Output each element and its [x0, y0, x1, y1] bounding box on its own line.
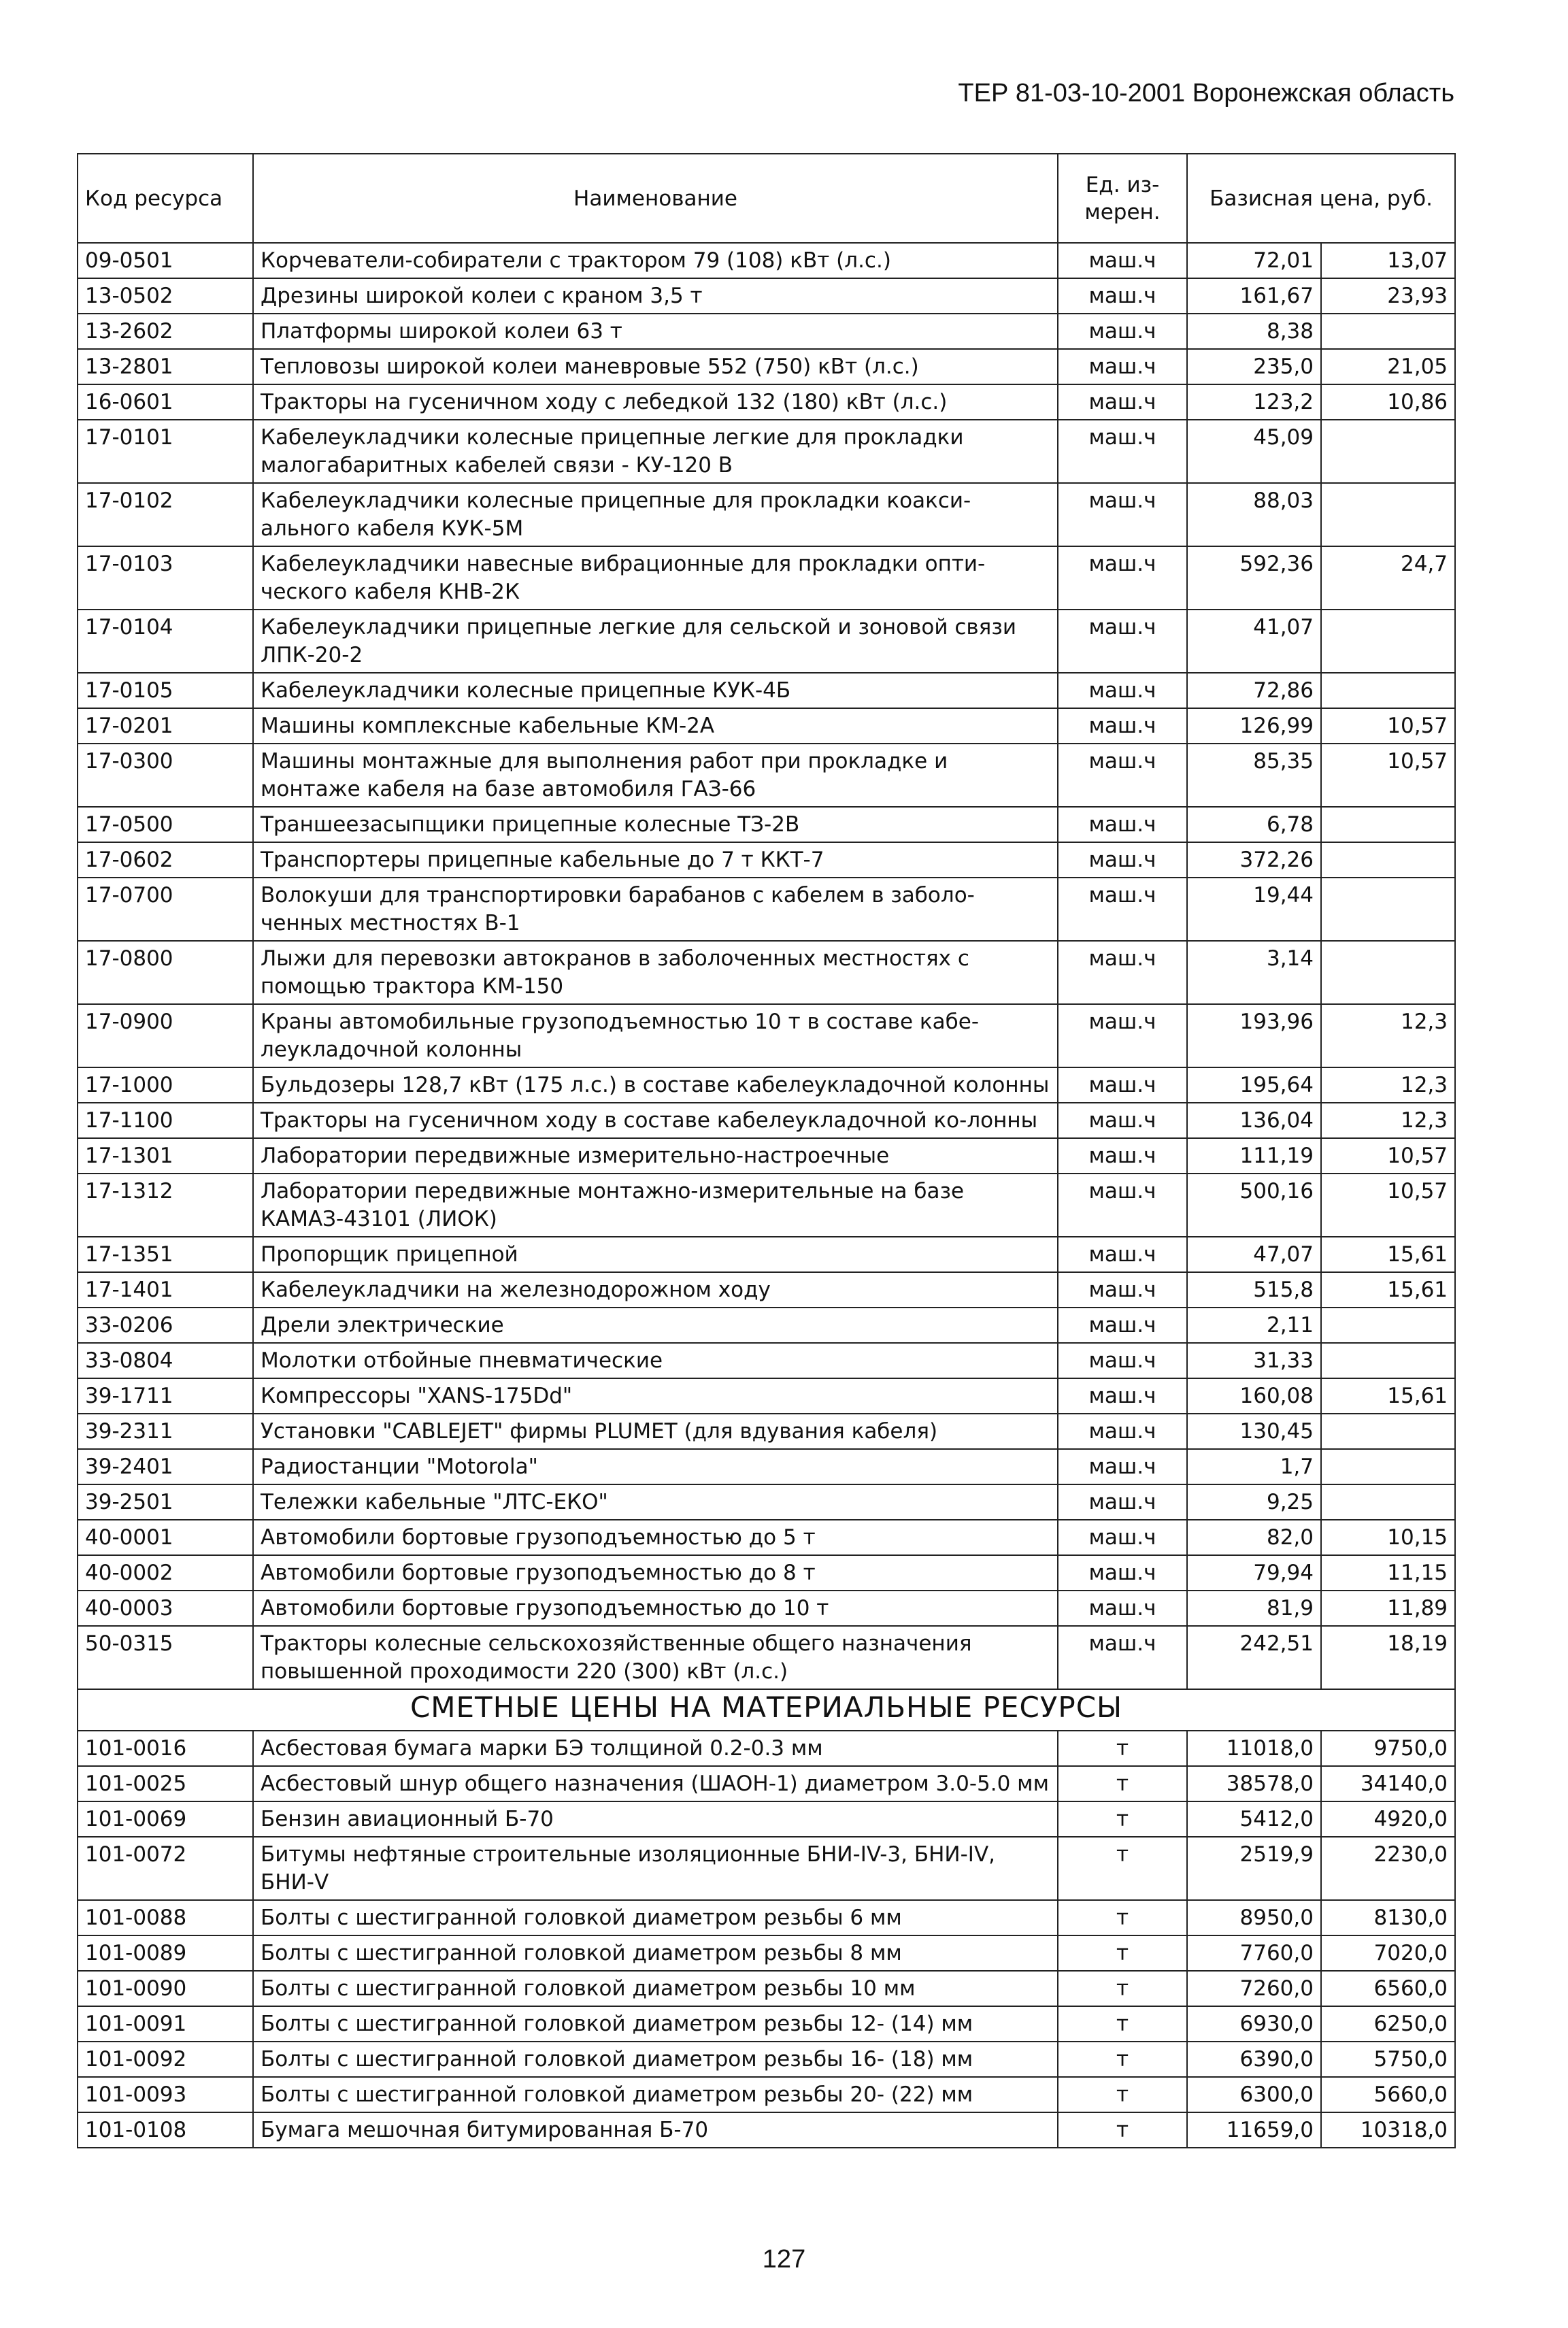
price-wage-cell: 24,7	[1321, 546, 1455, 610]
resource-code-cell: 17-1351	[78, 1237, 253, 1272]
price-wage-cell	[1321, 1484, 1455, 1520]
resource-name-cell: Кабелеукладчики колесные прицепные КУК-4Б	[253, 673, 1058, 708]
price-cell: 6930,0	[1187, 2006, 1321, 2042]
unit-cell: маш.ч	[1058, 243, 1187, 278]
price-cell: 500,16	[1187, 1174, 1321, 1237]
resource-code-cell: 40-0001	[78, 1520, 253, 1555]
table-row	[78, 610, 1455, 673]
unit-cell: маш.ч	[1058, 842, 1187, 878]
resource-code-cell: 33-0206	[78, 1308, 253, 1343]
resource-code-cell: 39-2401	[78, 1449, 253, 1484]
price-cell: 193,96	[1187, 1004, 1321, 1067]
price-cell: 8950,0	[1187, 1900, 1321, 1935]
resource-name-cell: Дрезины широкой колеи с краном 3,5 т	[253, 278, 1058, 314]
price-cell: 85,35	[1187, 744, 1321, 807]
table-row	[78, 349, 1455, 384]
resource-code-cell: 17-0105	[78, 673, 253, 708]
price-cell: 11659,0	[1187, 2112, 1321, 2148]
unit-cell: маш.ч	[1058, 1103, 1187, 1138]
resource-name-cell: Тележки кабельные "ЛТС-ЕКО"	[253, 1484, 1058, 1520]
unit-cell: т	[1058, 2112, 1187, 2148]
table-row	[78, 1378, 1455, 1414]
price-wage-cell: 13,07	[1321, 243, 1455, 278]
resource-name-cell: Молотки отбойные пневматические	[253, 1343, 1058, 1378]
resource-name-cell: Корчеватели-собиратели с трактором 79 (108) кВт (л.с.)	[253, 243, 1058, 278]
price-wage-cell: 12,3	[1321, 1103, 1455, 1138]
price-wage-cell	[1321, 1308, 1455, 1343]
resource-name-cell: Кабелеукладчики колесные прицепные легкие для прокладки малогабаритных кабелей связи - КУ-120 В	[253, 420, 1058, 483]
price-wage-cell: 10,57	[1321, 744, 1455, 807]
table-row	[78, 1935, 1455, 1971]
price-wage-cell: 10,57	[1321, 708, 1455, 744]
table-row	[78, 1801, 1455, 1837]
price-wage-cell: 5660,0	[1321, 2077, 1455, 2112]
resource-code-cell: 17-0602	[78, 842, 253, 878]
price-wage-cell: 10,86	[1321, 384, 1455, 420]
table-row	[78, 2006, 1455, 2042]
resource-name-cell: Компрессоры "XANS-175Dd"	[253, 1378, 1058, 1414]
section-title: СМЕТНЫЕ ЦЕНЫ НА МАТЕРИАЛЬНЫЕ РЕСУРСЫ	[78, 1689, 1455, 1731]
table-row	[78, 941, 1455, 1004]
unit-cell: т	[1058, 2042, 1187, 2077]
section-row	[78, 1689, 1455, 1731]
price-cell: 5412,0	[1187, 1801, 1321, 1837]
resource-name-cell: Кабелеукладчики колесные прицепные для прокладки коакси-ального кабеля КУК-5М	[253, 483, 1058, 546]
price-cell: 88,03	[1187, 483, 1321, 546]
price-wage-cell	[1321, 1449, 1455, 1484]
resource-name-cell: Кабелеукладчики навесные вибрационные для прокладки опти-ческого кабеля КНВ-2К	[253, 546, 1058, 610]
price-wage-cell: 10318,0	[1321, 2112, 1455, 2148]
price-cell: 2,11	[1187, 1308, 1321, 1343]
price-wage-cell: 8130,0	[1321, 1900, 1455, 1935]
unit-cell: маш.ч	[1058, 1626, 1187, 1689]
resource-code-cell: 16-0601	[78, 384, 253, 420]
price-cell: 19,44	[1187, 878, 1321, 941]
resource-code-cell: 17-0700	[78, 878, 253, 941]
price-wage-cell	[1321, 420, 1455, 483]
price-cell: 41,07	[1187, 610, 1321, 673]
table-row	[78, 1103, 1455, 1138]
price-wage-cell: 12,3	[1321, 1004, 1455, 1067]
price-cell: 82,0	[1187, 1520, 1321, 1555]
price-cell: 3,14	[1187, 941, 1321, 1004]
table-row	[78, 807, 1455, 842]
table-row	[78, 1555, 1455, 1591]
resource-name-cell: Болты с шестигранной головкой диаметром резьбы 12- (14) мм	[253, 2006, 1058, 2042]
price-wage-cell: 18,19	[1321, 1626, 1455, 1689]
price-cell: 8,38	[1187, 314, 1321, 349]
table-row	[78, 842, 1455, 878]
unit-cell: т	[1058, 1837, 1187, 1900]
price-wage-cell	[1321, 1414, 1455, 1449]
resource-code-cell: 40-0002	[78, 1555, 253, 1591]
price-cell: 130,45	[1187, 1414, 1321, 1449]
resource-name-cell: Болты с шестигранной головкой диаметром резьбы 20- (22) мм	[253, 2077, 1058, 2112]
price-wage-cell: 10,57	[1321, 1174, 1455, 1237]
unit-cell: маш.ч	[1058, 1237, 1187, 1272]
unit-cell: маш.ч	[1058, 349, 1187, 384]
column-header-price: Базисная цена, руб.	[1187, 154, 1455, 243]
table-row	[78, 243, 1455, 278]
unit-cell: маш.ч	[1058, 1378, 1187, 1414]
resource-name-cell: Автомобили бортовые грузоподъемностью до 8 т	[253, 1555, 1058, 1591]
price-cell: 6390,0	[1187, 2042, 1321, 2077]
price-cell: 45,09	[1187, 420, 1321, 483]
resource-name-cell: Бумага мешочная битумированная Б-70	[253, 2112, 1058, 2148]
table-row	[78, 1971, 1455, 2006]
column-header-name: Наименование	[253, 154, 1058, 243]
table-row	[78, 1237, 1455, 1272]
resource-code-cell: 17-0201	[78, 708, 253, 744]
table-row	[78, 1449, 1455, 1484]
price-wage-cell	[1321, 483, 1455, 546]
price-cell: 79,94	[1187, 1555, 1321, 1591]
unit-cell: маш.ч	[1058, 546, 1187, 610]
resource-code-cell: 39-2311	[78, 1414, 253, 1449]
resource-name-cell: Тракторы на гусеничном ходу в составе кабелеукладочной ко-лонны	[253, 1103, 1058, 1138]
price-cell: 72,86	[1187, 673, 1321, 708]
price-cell: 515,8	[1187, 1272, 1321, 1308]
document-header: ТЕР 81-03-10-2001 Воронежская область	[958, 79, 1454, 107]
price-wage-cell: 12,3	[1321, 1067, 1455, 1103]
price-cell: 38578,0	[1187, 1766, 1321, 1801]
resource-code-cell: 101-0025	[78, 1766, 253, 1801]
unit-cell: т	[1058, 1801, 1187, 1837]
resource-code-cell: 17-0500	[78, 807, 253, 842]
unit-cell: маш.ч	[1058, 278, 1187, 314]
resource-name-cell: Тракторы колесные сельскохозяйственные общего назначения повышенной проходимости 220 (300) кВт (л.с.)	[253, 1626, 1058, 1689]
table-row	[78, 1004, 1455, 1067]
unit-cell: маш.ч	[1058, 1067, 1187, 1103]
table-row	[78, 483, 1455, 546]
price-wage-cell: 23,93	[1321, 278, 1455, 314]
price-wage-cell	[1321, 1343, 1455, 1378]
table-row	[78, 744, 1455, 807]
page-number: 127	[762, 2245, 806, 2274]
unit-cell: т	[1058, 1935, 1187, 1971]
price-cell: 1,7	[1187, 1449, 1321, 1484]
price-cell: 6,78	[1187, 807, 1321, 842]
resource-code-cell: 17-1100	[78, 1103, 253, 1138]
price-wage-cell: 21,05	[1321, 349, 1455, 384]
price-wage-cell: 6250,0	[1321, 2006, 1455, 2042]
resource-code-cell: 17-1312	[78, 1174, 253, 1237]
table-row	[78, 1272, 1455, 1308]
price-cell: 111,19	[1187, 1138, 1321, 1174]
resource-name-cell: Платформы широкой колеи 63 т	[253, 314, 1058, 349]
resource-name-cell: Асбестовая бумага марки БЭ толщиной 0.2-0.3 мм	[253, 1731, 1058, 1766]
unit-cell: маш.ч	[1058, 1343, 1187, 1378]
unit-cell: маш.ч	[1058, 1138, 1187, 1174]
table-row	[78, 1067, 1455, 1103]
unit-cell: маш.ч	[1058, 1414, 1187, 1449]
price-wage-cell: 11,89	[1321, 1591, 1455, 1626]
resource-code-cell: 17-0102	[78, 483, 253, 546]
resource-name-cell: Лаборатории передвижные монтажно-измерительные на базе КАМАЗ-43101 (ЛИОК)	[253, 1174, 1058, 1237]
resource-code-cell: 101-0072	[78, 1837, 253, 1900]
resource-code-cell: 17-0101	[78, 420, 253, 483]
unit-cell: маш.ч	[1058, 1520, 1187, 1555]
resource-name-cell: Лаборатории передвижные измерительно-настроечные	[253, 1138, 1058, 1174]
price-cell: 235,0	[1187, 349, 1321, 384]
price-cell: 31,33	[1187, 1343, 1321, 1378]
column-header-code: Код ресурса	[78, 154, 253, 243]
table-row	[78, 1343, 1455, 1378]
unit-cell: т	[1058, 2006, 1187, 2042]
resource-code-cell: 101-0092	[78, 2042, 253, 2077]
resource-name-cell: Болты с шестигранной головкой диаметром резьбы 6 мм	[253, 1900, 1058, 1935]
price-wage-cell	[1321, 314, 1455, 349]
resource-name-cell: Волокуши для транспортировки барабанов с кабелем в заболо-ченных местностях В-1	[253, 878, 1058, 941]
unit-cell: маш.ч	[1058, 807, 1187, 842]
resource-name-cell: Асбестовый шнур общего назначения (ШАОН-1) диаметром 3.0-5.0 мм	[253, 1766, 1058, 1801]
resource-name-cell: Болты с шестигранной головкой диаметром резьбы 10 мм	[253, 1971, 1058, 2006]
table-row	[78, 673, 1455, 708]
resource-code-cell: 50-0315	[78, 1626, 253, 1689]
resource-code-cell: 39-2501	[78, 1484, 253, 1520]
unit-cell: т	[1058, 1971, 1187, 2006]
table-row	[78, 2042, 1455, 2077]
price-cell: 126,99	[1187, 708, 1321, 744]
unit-cell: маш.ч	[1058, 878, 1187, 941]
resource-code-cell: 101-0016	[78, 1731, 253, 1766]
unit-cell: маш.ч	[1058, 610, 1187, 673]
table-row	[78, 546, 1455, 610]
unit-cell: т	[1058, 1766, 1187, 1801]
price-wage-cell: 15,61	[1321, 1378, 1455, 1414]
unit-cell: маш.ч	[1058, 1004, 1187, 1067]
unit-cell: маш.ч	[1058, 744, 1187, 807]
resource-name-cell: Автомобили бортовые грузоподъемностью до 5 т	[253, 1520, 1058, 1555]
price-cell: 11018,0	[1187, 1731, 1321, 1766]
price-cell: 136,04	[1187, 1103, 1321, 1138]
resource-code-cell: 40-0003	[78, 1591, 253, 1626]
resource-code-cell: 13-0502	[78, 278, 253, 314]
unit-cell: маш.ч	[1058, 1555, 1187, 1591]
resource-code-cell: 101-0093	[78, 2077, 253, 2112]
price-wage-cell: 10,57	[1321, 1138, 1455, 1174]
resource-code-cell: 101-0091	[78, 2006, 253, 2042]
table-row	[78, 708, 1455, 744]
resource-name-cell: Автомобили бортовые грузоподъемностью до 10 т	[253, 1591, 1058, 1626]
price-cell: 195,64	[1187, 1067, 1321, 1103]
resource-name-cell: Лыжи для перевозки автокранов в заболоченных местностях с помощью трактора КМ-150	[253, 941, 1058, 1004]
resource-code-cell: 13-2801	[78, 349, 253, 384]
resource-code-cell: 101-0108	[78, 2112, 253, 2148]
resource-code-cell: 33-0804	[78, 1343, 253, 1378]
price-cell: 47,07	[1187, 1237, 1321, 1272]
price-wage-cell	[1321, 842, 1455, 878]
table-row	[78, 1520, 1455, 1555]
resource-code-cell: 13-2602	[78, 314, 253, 349]
price-cell: 7260,0	[1187, 1971, 1321, 2006]
price-cell: 6300,0	[1187, 2077, 1321, 2112]
table-row	[78, 1174, 1455, 1237]
table-row	[78, 1484, 1455, 1520]
unit-cell: маш.ч	[1058, 420, 1187, 483]
unit-cell: маш.ч	[1058, 1174, 1187, 1237]
price-cell: 7760,0	[1187, 1935, 1321, 1971]
resource-name-cell: Траншеезасыпщики прицепные колесные ТЗ-2В	[253, 807, 1058, 842]
resource-name-cell: Пропорщик прицепной	[253, 1237, 1058, 1272]
resource-code-cell: 17-0900	[78, 1004, 253, 1067]
resource-name-cell: Радиостанции "Motorola"	[253, 1449, 1058, 1484]
price-wage-cell: 5750,0	[1321, 2042, 1455, 2077]
table-row	[78, 420, 1455, 483]
resource-code-cell: 17-1000	[78, 1067, 253, 1103]
table-header-row	[78, 154, 1455, 243]
table-row	[78, 1138, 1455, 1174]
table-row	[78, 278, 1455, 314]
price-cell: 2519,9	[1187, 1837, 1321, 1900]
price-cell: 592,36	[1187, 546, 1321, 610]
resource-name-cell: Болты с шестигранной головкой диаметром резьбы 8 мм	[253, 1935, 1058, 1971]
unit-cell: маш.ч	[1058, 708, 1187, 744]
resource-code-cell: 17-0103	[78, 546, 253, 610]
resource-name-cell: Дрели электрические	[253, 1308, 1058, 1343]
price-table	[77, 153, 1456, 2148]
unit-cell: маш.ч	[1058, 314, 1187, 349]
price-cell: 160,08	[1187, 1378, 1321, 1414]
unit-cell: т	[1058, 1900, 1187, 1935]
unit-cell: маш.ч	[1058, 1449, 1187, 1484]
resource-code-cell: 101-0069	[78, 1801, 253, 1837]
price-cell: 81,9	[1187, 1591, 1321, 1626]
table-row	[78, 1900, 1455, 1935]
price-cell: 161,67	[1187, 278, 1321, 314]
resource-name-cell: Болты с шестигранной головкой диаметром резьбы 16- (18) мм	[253, 2042, 1058, 2077]
resource-name-cell: Бензин авиационный Б-70	[253, 1801, 1058, 1837]
resource-name-cell: Битумы нефтяные строительные изоляционные БНИ-IV-3, БНИ-IV, БНИ-V	[253, 1837, 1058, 1900]
price-wage-cell	[1321, 941, 1455, 1004]
resource-name-cell: Кабелеукладчики прицепные легкие для сельской и зоновой связи ЛПК-20-2	[253, 610, 1058, 673]
resource-code-cell: 17-1301	[78, 1138, 253, 1174]
price-wage-cell: 4920,0	[1321, 1801, 1455, 1837]
price-wage-cell: 11,15	[1321, 1555, 1455, 1591]
resource-code-cell: 17-0800	[78, 941, 253, 1004]
resource-code-cell: 101-0088	[78, 1900, 253, 1935]
unit-cell: маш.ч	[1058, 1484, 1187, 1520]
resource-name-cell: Машины комплексные кабельные КМ-2А	[253, 708, 1058, 744]
price-wage-cell: 10,15	[1321, 1520, 1455, 1555]
unit-cell: маш.ч	[1058, 483, 1187, 546]
table-row	[78, 878, 1455, 941]
resource-name-cell: Кабелеукладчики на железнодорожном ходу	[253, 1272, 1058, 1308]
price-wage-cell	[1321, 807, 1455, 842]
price-cell: 242,51	[1187, 1626, 1321, 1689]
resource-code-cell: 101-0089	[78, 1935, 253, 1971]
table-row	[78, 1591, 1455, 1626]
price-wage-cell: 34140,0	[1321, 1766, 1455, 1801]
resource-name-cell: Машины монтажные для выполнения работ при прокладке и монтаже кабеля на базе автомобиля ГАЗ-66	[253, 744, 1058, 807]
resource-code-cell: 17-0104	[78, 610, 253, 673]
unit-cell: маш.ч	[1058, 1272, 1187, 1308]
table-row	[78, 314, 1455, 349]
table-row	[78, 384, 1455, 420]
resource-code-cell: 17-0300	[78, 744, 253, 807]
table-row	[78, 1626, 1455, 1689]
table-row	[78, 2077, 1455, 2112]
resource-name-cell: Тракторы на гусеничном ходу с лебедкой 132 (180) кВт (л.с.)	[253, 384, 1058, 420]
resource-code-cell: 17-1401	[78, 1272, 253, 1308]
resource-name-cell: Установки "CABLEJET" фирмы PLUMET (для вдувания кабеля)	[253, 1414, 1058, 1449]
resource-code-cell: 101-0090	[78, 1971, 253, 2006]
resource-name-cell: Бульдозеры 128,7 кВт (175 л.с.) в составе кабелеукладочной колонны	[253, 1067, 1058, 1103]
table-row	[78, 1837, 1455, 1900]
resource-name-cell: Краны автомобильные грузоподъемностью 10 т в составе кабе-леукладочной колонны	[253, 1004, 1058, 1067]
table-row	[78, 1731, 1455, 1766]
price-wage-cell: 15,61	[1321, 1237, 1455, 1272]
unit-cell: т	[1058, 2077, 1187, 2112]
price-wage-cell: 6560,0	[1321, 1971, 1455, 2006]
column-header-unit: Ед. из-мерен.	[1058, 154, 1187, 243]
unit-cell: маш.ч	[1058, 1591, 1187, 1626]
price-wage-cell: 15,61	[1321, 1272, 1455, 1308]
unit-cell: маш.ч	[1058, 1308, 1187, 1343]
unit-cell: маш.ч	[1058, 941, 1187, 1004]
materials-table-body	[78, 1731, 1455, 2148]
price-cell: 372,26	[1187, 842, 1321, 878]
table-row	[78, 1308, 1455, 1343]
resource-name-cell: Транспортеры прицепные кабельные до 7 т ККТ-7	[253, 842, 1058, 878]
unit-cell: маш.ч	[1058, 673, 1187, 708]
resource-code-cell: 39-1711	[78, 1378, 253, 1414]
table-row	[78, 1414, 1455, 1449]
price-wage-cell	[1321, 878, 1455, 941]
price-wage-cell: 2230,0	[1321, 1837, 1455, 1900]
unit-cell: маш.ч	[1058, 384, 1187, 420]
price-cell: 9,25	[1187, 1484, 1321, 1520]
price-wage-cell: 7020,0	[1321, 1935, 1455, 1971]
price-wage-cell	[1321, 610, 1455, 673]
table-row	[78, 1766, 1455, 1801]
unit-cell: т	[1058, 1731, 1187, 1766]
resource-code-cell: 09-0501	[78, 243, 253, 278]
machines-table-body	[78, 243, 1455, 1689]
table-row	[78, 2112, 1455, 2148]
resource-name-cell: Тепловозы широкой колеи маневровые 552 (750) кВт (л.с.)	[253, 349, 1058, 384]
price-cell: 72,01	[1187, 243, 1321, 278]
price-cell: 123,2	[1187, 384, 1321, 420]
price-wage-cell: 9750,0	[1321, 1731, 1455, 1766]
price-wage-cell	[1321, 673, 1455, 708]
